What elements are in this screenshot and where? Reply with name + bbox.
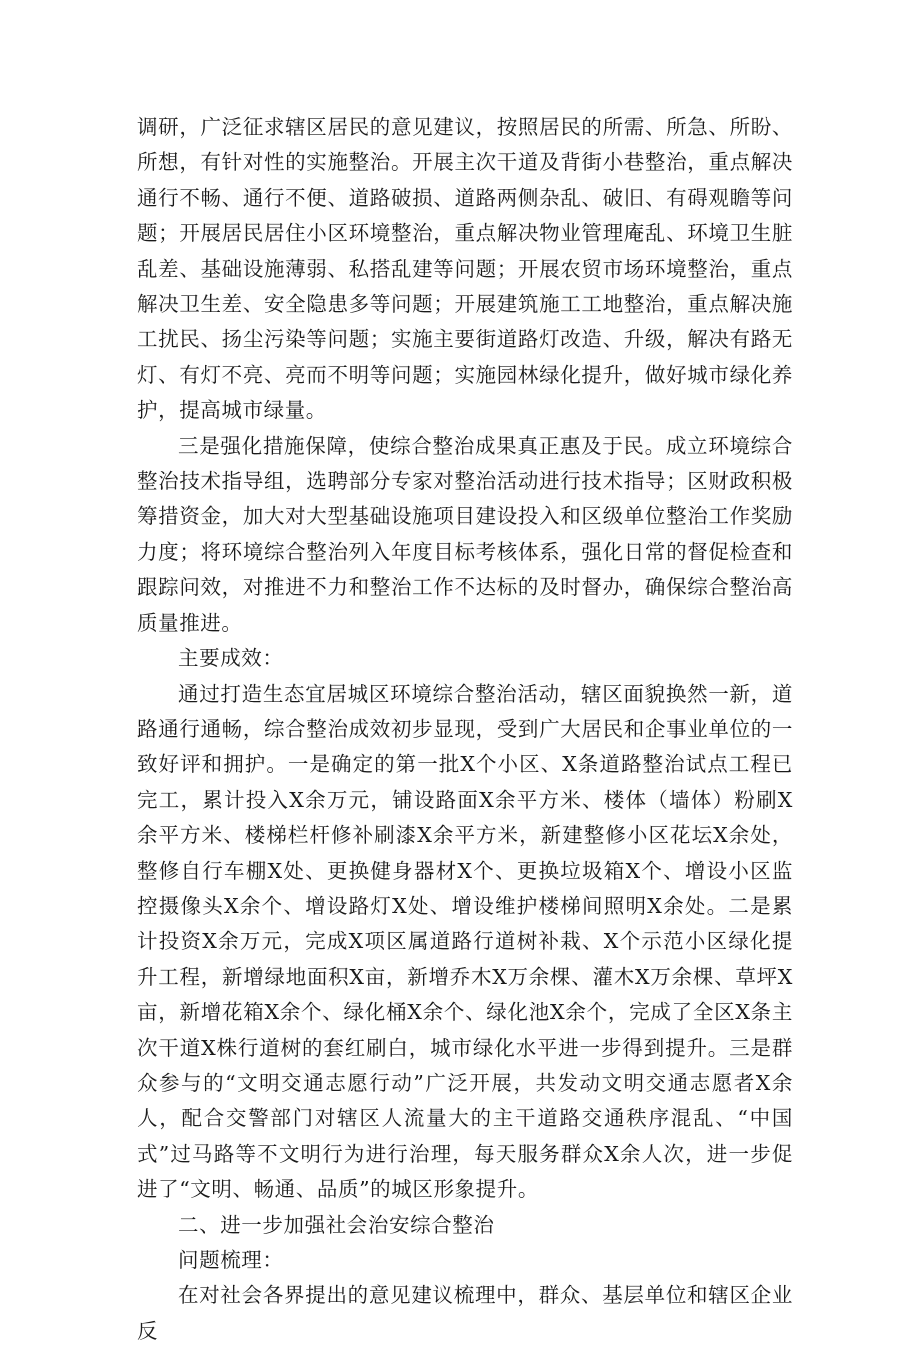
paragraph-measures-guarantee: 三是强化措施保障，使综合整治成果真正惠及于民。成立环境综合整治技术指导组，选聘部分专家对整治活动进行技术指导；区财政积极筹措资金，加大对大型基础设施项目建设投入和区级单位整治工作奖励力度；将环境综合整治列入年度目标考核体系，强化日常的督促检查和跟踪问效，对推进不力和整治工作不达标的及时督办，确保综合整治高质量推进。	[137, 433, 793, 635]
heading-problem-review: 问题梳理：	[178, 1248, 284, 1272]
paragraph-continued-rectification-measures: 调研，广泛征求辖区居民的意见建议，按照居民的所需、所急、所盼、所想，有针对性的实施整治。开展主次干道及背街小巷整治，重点解决通行不畅、通行不便、道路破损、道路两侧杂乱、破旧、有碍观瞻等问题；开展居民居住小区环境整治，重点解决物业管理庵乱、环境卫生脏乱差、基础设施薄弱、私搭乱建等问题；开展农贸市场环境整治，重点解决卫生差、安全隐患多等问题；开展建筑施工工地整治，重点解决施工扰民、扬尘污染等问题；实施主要街道路灯改造、升级，解决有路无灯、有灯不亮、亮而不明等问题；实施园林绿化提升，做好城市绿化养护，提高城市绿量。	[137, 115, 793, 423]
heading-main-results: 主要成效：	[178, 646, 284, 671]
document-body	[137, 110, 793, 1349]
section-heading-public-security: 二、进一步加强社会治安综合整治	[178, 1212, 495, 1237]
paragraph-results-details: 通过打造生态宜居城区环境综合整治活动，辖区面貌换然一新，道路通行通畅，综合整治成效初步显现，受到广大居民和企事业单位的一致好评和拥护。一是确定的第一批X个小区、X条道路整治试点工程已完工，累计投入X余万元，铺设路面X余平方米、楼体（墙体）粉刷X余平方米、楼梯栏杆修补刷漆X余平方米，新建整修小区花坛X余处，整修自行车棚X处、更换健身器材X个、更换垃圾箱X个、增设小区监控摄像头X余个、增设路灯X处、增设维护楼梯间照明X余处。二是累计投资X余万元，完成X项区属道路行道树补栽、X个示范小区绿化提升工程，新增绿地面积X亩，新增乔木X万余棵、灌木X万余棵、草坪X亩，新增花箱X余个、绿化桶X余个、绿化池X余个，完成了全区X条主次干道X株行道树的套红刷白，城市绿化水平进一步得到提升。三是群众参与的“文明交通志愿行动”广泛开展，共发动文明交通志愿者X余人，配合交警部门对辖区人流量大的主干道路交通秩序混乱、“中国式”过马路等不文明行为进行治理，每天服务群众X余人次，进一步促进了“文明、畅通、品质”的城区形象提升。	[137, 681, 793, 1202]
paragraph-problem-review-start: 在对社会各界提出的意见建议梳理中，群众、基层单位和辖区企业反	[137, 1283, 793, 1343]
